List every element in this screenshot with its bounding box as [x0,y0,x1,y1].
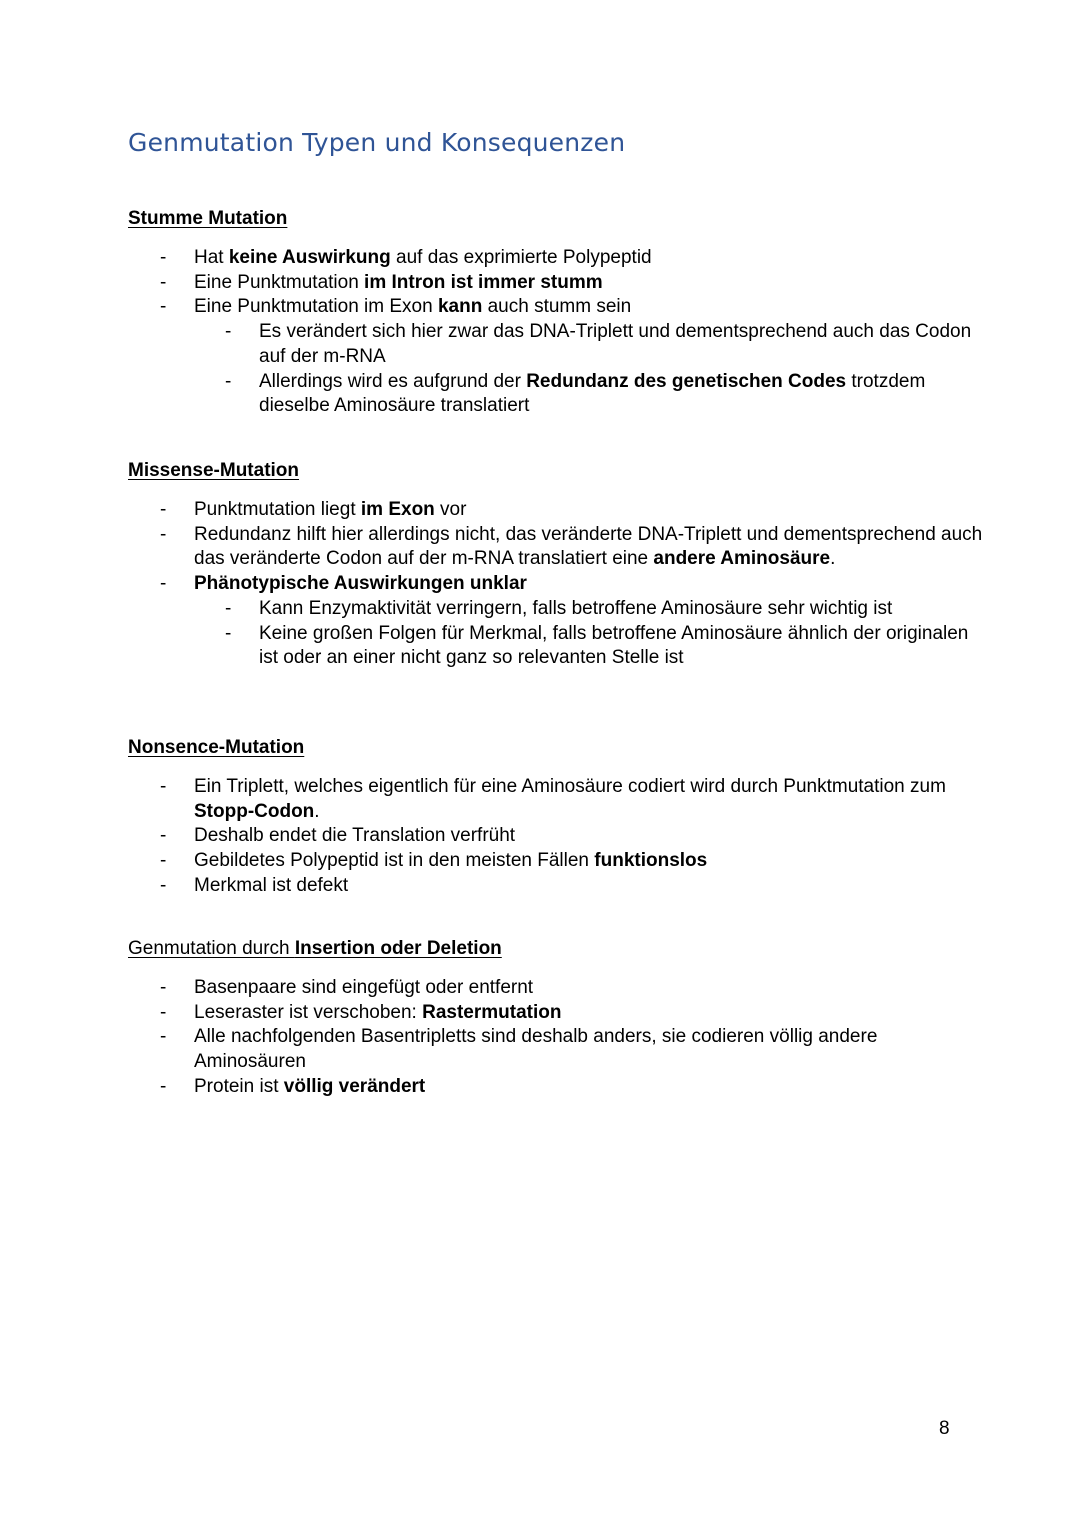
text: Leseraster ist verschoben: [194,1001,423,1023]
section-heading: Stumme Mutation [128,208,288,229]
bullet-list [128,246,988,419]
sub-list-item [128,370,988,419]
section-missense-mutation [128,459,988,671]
dash-bullet-icon: - [160,1001,167,1023]
bold-text: Stopp-Codon [194,800,315,822]
list-item [128,1001,988,1026]
list-item [128,246,988,271]
list-item [128,824,988,849]
dash-bullet-icon: - [160,825,167,847]
text: . [314,800,320,822]
list-item [128,1025,988,1074]
dash-bullet-icon: - [160,977,167,998]
text: trotzdem dieselbe Aminosäure translatiert [259,370,926,417]
list-item [128,849,988,874]
section-heading [128,937,988,961]
bold-text: andere Aminosäure [653,548,831,570]
bold-text: Redundanz des genetischen Codes [526,370,847,392]
bullet-list [128,498,988,671]
text: Alle nachfolgenden Basentripletts sind deshalb anders, sie codieren völlig andere Aminosäuren [194,1026,878,1073]
text: Basenpaare sind eingefügt oder entfernt [194,977,534,998]
sub-list-item [128,597,988,622]
dash-bullet-icon: - [160,1026,167,1048]
text: Deshalb endet die Translation verfrüht [194,825,516,847]
bold-text: im Exon [360,499,435,520]
bullet-list [128,976,988,1100]
dash-bullet-icon: - [225,622,232,644]
list-item [128,874,988,899]
list-item [128,1075,988,1100]
list-item [128,976,988,1001]
text: Eine Punktmutation im Exon [194,296,438,318]
text: Gebildetes Polypeptid ist in den meisten Fällen [194,850,595,872]
bold-text: funktionslos [594,850,708,872]
list-item [128,295,988,320]
text: Es verändert sich hier zwar das DNA-Triplett und dementsprechend auch das Codon auf der m-RNA [259,321,972,367]
bold-text: völlig verändert [283,1075,426,1097]
page-title: Genmutation Typen und Konsequenzen [128,128,626,157]
dash-bullet-icon: - [160,271,167,293]
text: . [830,548,836,570]
text: Ein Triplett, welches eigentlich für eine Aminosäure codiert wird durch Punktmutation zum [194,776,946,797]
dash-bullet-icon: - [160,1075,167,1097]
text: Merkmal ist defekt [194,874,349,896]
dash-bullet-icon: - [225,370,232,392]
dash-bullet-icon: - [160,499,167,520]
text: Keine großen Folgen für Merkmal, falls betroffene Aminosäure ähnlich der originalen ist oder an einer nicht ganz so relevanten Stelle ist [259,622,969,669]
text: Allerdings wird es aufgrund der [259,370,527,392]
dash-bullet-icon: - [160,776,167,797]
list-item [128,775,988,824]
section-heading: Missense-Mutation [128,460,300,481]
bold-text: kann [437,296,483,318]
section-heading-lead: Genmutation durch [128,938,295,959]
list-item [128,498,988,523]
text: Eine Punktmutation [194,271,365,293]
sub-list-item [128,320,988,369]
list-item [128,523,988,572]
section-nonsence-mutation [128,736,988,899]
list-item [128,572,988,597]
text: Punktmutation liegt [194,499,361,520]
section-stumme-mutation [128,207,988,419]
list-item [128,271,988,296]
section-insertion-deletion [128,937,988,1100]
dash-bullet-icon: - [225,597,232,619]
text: Kann Enzymaktivität verringern, falls betroffene Aminosäure sehr wichtig ist [259,597,893,619]
dash-bullet-icon: - [225,321,232,343]
dash-bullet-icon: - [160,296,167,318]
text: vor [434,499,467,520]
dash-bullet-icon: - [160,573,167,595]
text: Hat [194,247,229,268]
sub-list-item [128,622,988,671]
text: auch stumm sein [482,296,632,318]
text: Redundanz hilft hier allerdings nicht, das veränderte DNA-Triplett und dementsprechend auch das veränderte Codon auf der m-RNA translatiert eine [194,523,983,570]
dash-bullet-icon: - [160,247,167,268]
dash-bullet-icon: - [160,523,167,545]
page-number: 8 [939,1418,950,1439]
section-heading: Nonsence-Mutation [128,737,305,758]
bullet-list [128,775,988,899]
section-heading-emphasis: Insertion oder Deletion [294,938,502,959]
bold-text: keine Auswirkung [228,247,391,268]
dash-bullet-icon: - [160,850,167,872]
text: auf das exprimierte Polypeptid [390,247,652,268]
bold-text: Phänotypische Auswirkungen unklar [194,573,527,595]
dash-bullet-icon: - [160,874,167,896]
text: Protein ist [194,1075,284,1097]
bold-text: Rastermutation [422,1001,562,1023]
bold-text: im Intron ist immer stumm [364,271,603,293]
